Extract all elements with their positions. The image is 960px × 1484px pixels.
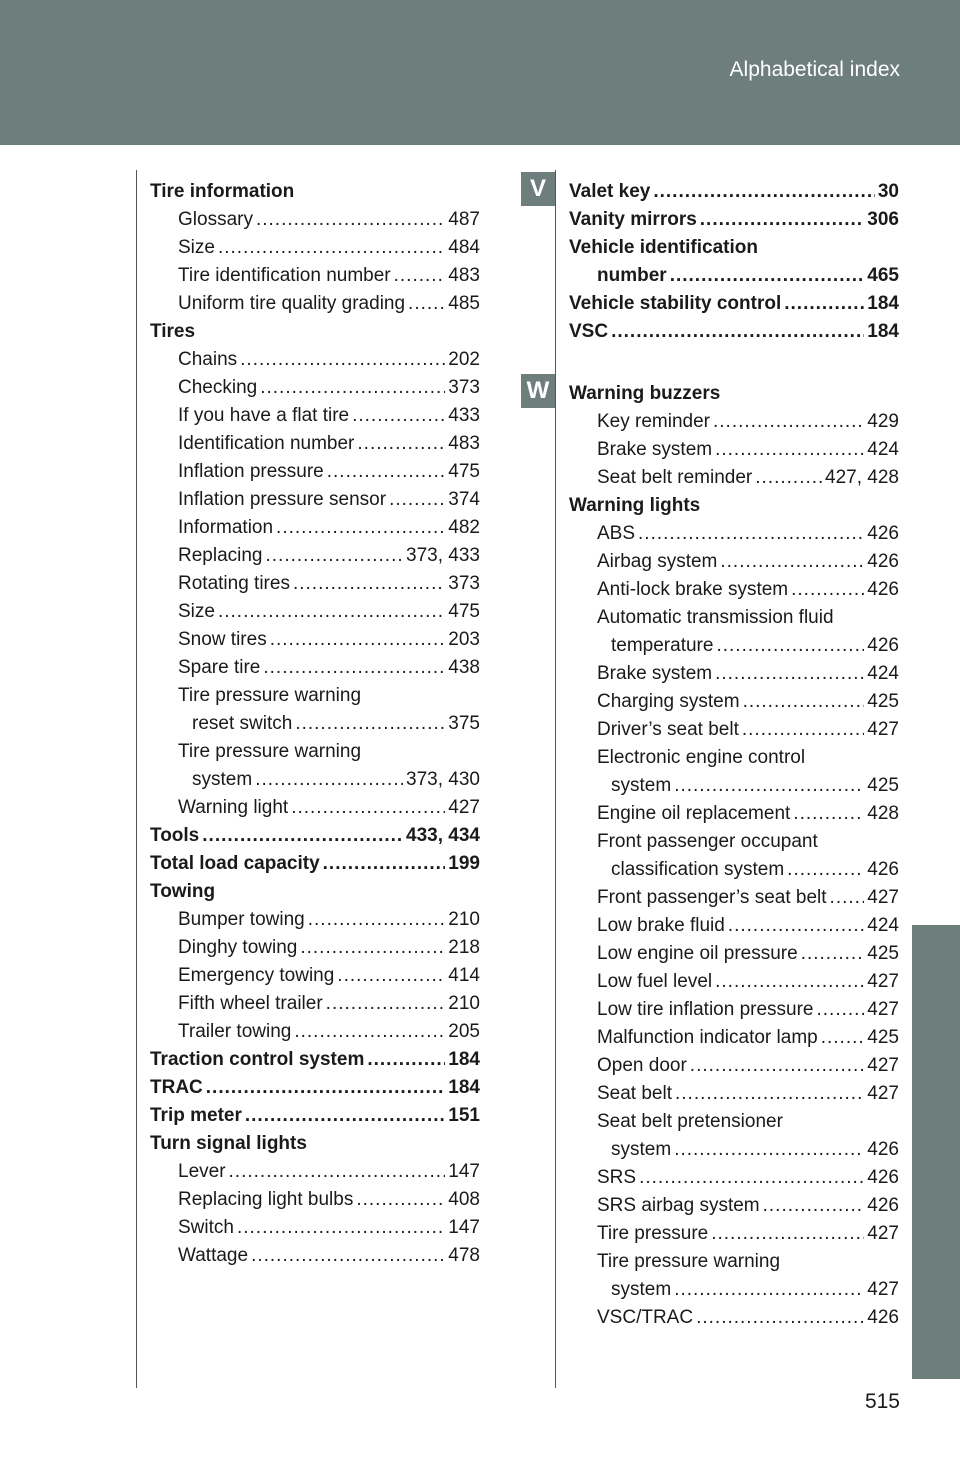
column-divider-right (555, 170, 556, 1388)
dot-leader (294, 1018, 445, 1046)
entry-page-ref: 426 (867, 523, 899, 544)
index-entry (569, 688, 899, 716)
entry-label: Vehicle stability control (569, 293, 782, 314)
dot-leader (742, 716, 864, 744)
index-subheading: Tire pressure warning (178, 741, 362, 762)
entry-label: Key reminder (597, 411, 710, 432)
index-entry (150, 766, 480, 794)
dot-leader (357, 430, 445, 458)
index-entry (150, 654, 480, 682)
dot-leader (218, 598, 445, 626)
dot-leader (743, 688, 865, 716)
entry-page-ref: 482 (448, 517, 480, 538)
entry-page-ref: 374 (448, 489, 480, 510)
index-subheading: Electronic engine control (597, 747, 806, 768)
entry-page-ref: 438 (448, 657, 480, 678)
entry-page-ref: 475 (448, 601, 480, 622)
entry-page-ref: 425 (867, 943, 899, 964)
entry-label: Traction control system (150, 1049, 365, 1070)
page-header (0, 0, 960, 145)
entry-label: Vanity mirrors (569, 209, 697, 230)
entry-page-ref: 210 (448, 909, 480, 930)
section-gap (569, 346, 899, 380)
index-entry (150, 262, 480, 290)
entry-page-ref: 184 (448, 1077, 480, 1098)
index-entry (569, 178, 899, 206)
entry-page-ref: 427 (867, 1279, 899, 1300)
entry-label: Total load capacity (150, 853, 320, 874)
index-entry (150, 1186, 480, 1214)
entry-label: Low fuel level (597, 971, 713, 992)
index-entry (569, 996, 899, 1024)
entry-page-ref: 202 (448, 349, 480, 370)
dot-leader (276, 514, 445, 542)
dot-leader (270, 626, 446, 654)
index-entry (150, 430, 480, 458)
index-entry (569, 262, 899, 290)
entry-page-ref: 426 (867, 1167, 899, 1188)
entry-label: Checking (178, 377, 258, 398)
entry-page-ref: 427, 428 (825, 467, 899, 488)
dot-leader (367, 1046, 445, 1074)
entry-label: Charging system (597, 691, 740, 712)
index-entry (569, 968, 899, 996)
entry-label: Fifth wheel trailer (178, 993, 323, 1014)
entry-page-ref: 373, 433 (406, 545, 480, 566)
dot-leader (255, 766, 403, 794)
entry-page-ref: 147 (448, 1217, 480, 1238)
index-heading: Warning lights (569, 495, 701, 516)
entry-page-ref: 427 (867, 1083, 899, 1104)
dot-leader (675, 1080, 864, 1108)
entry-page-ref: 151 (448, 1105, 480, 1126)
index-entry (569, 1164, 899, 1192)
index-entry (569, 800, 899, 828)
index-heading: Tires (150, 321, 196, 342)
entry-page-ref: 408 (448, 1189, 480, 1210)
dot-leader (256, 206, 445, 234)
entry-label: Size (178, 601, 215, 622)
index-subheading: Seat belt pretensioner (597, 1111, 783, 1132)
dot-leader (356, 1186, 445, 1214)
index-entry (150, 206, 480, 234)
index-entry (569, 856, 899, 884)
entry-label: Replacing light bulbs (178, 1189, 354, 1210)
entry-label: Spare tire (178, 657, 261, 678)
index-entry (150, 346, 480, 374)
entry-page-ref: 30 (877, 181, 899, 202)
index-entry (569, 436, 899, 464)
entry-label: Malfunction indicator lamp (597, 1027, 818, 1048)
dot-leader (715, 436, 864, 464)
entry-page-ref: 184 (448, 1049, 480, 1070)
entry-page-ref: 424 (867, 915, 899, 936)
entry-page-ref: 426 (867, 859, 899, 880)
entry-page-ref: 184 (867, 321, 899, 342)
entry-page-ref: 427 (867, 999, 899, 1020)
index-entry (150, 570, 480, 598)
entry-page-ref: 487 (448, 209, 480, 230)
entry-page-ref: 373, 430 (406, 769, 480, 790)
header-title: Alphabetical index (729, 58, 900, 81)
entry-page-ref: 426 (867, 1139, 899, 1160)
index-entry (150, 906, 480, 934)
dot-leader (715, 968, 864, 996)
entry-label: Lever (178, 1161, 226, 1182)
entry-label: VSC/TRAC (597, 1307, 694, 1328)
dot-leader (801, 940, 865, 968)
index-entry (569, 632, 899, 660)
entry-label: Open door (597, 1055, 687, 1076)
entry-label: SRS (597, 1167, 637, 1188)
entry-page-ref: 205 (448, 1021, 480, 1042)
dot-leader (394, 262, 446, 290)
entry-page-ref: 424 (867, 439, 899, 460)
entry-page-ref: 199 (448, 853, 480, 874)
entry-page-ref: 425 (867, 691, 899, 712)
index-entry (150, 1214, 480, 1242)
dot-leader (237, 1214, 445, 1242)
index-entry (150, 850, 480, 878)
entry-page-ref: 433, 434 (406, 825, 480, 846)
index-entry (150, 234, 480, 262)
entry-label: Identification number (178, 433, 355, 454)
entry-label: Dinghy towing (178, 937, 298, 958)
index-entry (569, 1276, 899, 1304)
index-entry (569, 940, 899, 968)
index-entry (569, 408, 899, 436)
entry-page-ref: 373 (448, 377, 480, 398)
index-entry (569, 884, 899, 912)
dot-leader (674, 1276, 864, 1304)
entry-label: Bumper towing (178, 909, 305, 930)
entry-page-ref: 429 (867, 411, 899, 432)
entry-page-ref: 424 (867, 663, 899, 684)
index-entry (150, 1018, 480, 1046)
dot-leader (720, 548, 864, 576)
index-entry (150, 1046, 480, 1074)
index-entry (150, 1074, 480, 1102)
entry-label: Glossary (178, 209, 253, 230)
entry-label: ABS (597, 523, 636, 544)
entry-page-ref: 425 (867, 775, 899, 796)
entry-label: SRS airbag system (597, 1195, 760, 1216)
entry-page-ref: 426 (867, 1307, 899, 1328)
entry-page-ref: 478 (448, 1245, 480, 1266)
index-subheading: Tire pressure warning (597, 1251, 781, 1272)
index-entry (569, 1136, 899, 1164)
dot-leader (218, 234, 445, 262)
entry-label: Airbag system (597, 551, 718, 572)
entry-label: Chains (178, 349, 238, 370)
entry-page-ref: 427 (867, 971, 899, 992)
index-entry (150, 514, 480, 542)
index-entry (569, 1052, 899, 1080)
dot-leader (830, 884, 865, 912)
dot-leader (674, 772, 864, 800)
index-subheading: Automatic transmission fluid (597, 607, 834, 628)
dot-leader (291, 794, 445, 822)
index-entry (150, 374, 480, 402)
index-subheading: Front passenger occupant (597, 831, 818, 852)
entry-label: system (611, 1139, 672, 1160)
entry-label: classification system (611, 859, 785, 880)
index-entry (150, 1242, 480, 1270)
dot-leader (639, 1164, 864, 1192)
entry-page-ref: 218 (448, 937, 480, 958)
entry-label: system (611, 775, 672, 796)
dot-leader (728, 912, 865, 940)
dot-leader (326, 990, 446, 1018)
section-tab (912, 925, 960, 1379)
dot-leader (206, 1074, 446, 1102)
entry-label: Anti-lock brake system (597, 579, 789, 600)
entry-label: Warning light (178, 797, 289, 818)
entry-label: Wattage (178, 1245, 249, 1266)
entry-page-ref: 425 (867, 1027, 899, 1048)
dot-leader (696, 1304, 864, 1332)
index-entry (569, 1192, 899, 1220)
dot-leader (755, 464, 822, 492)
entry-label: Replacing (178, 545, 263, 566)
entry-page-ref: 483 (448, 433, 480, 454)
dot-leader (245, 1102, 445, 1130)
dot-leader (260, 374, 445, 402)
index-entry (150, 402, 480, 430)
dot-leader (229, 1158, 446, 1186)
entry-label: Engine oil replacement (597, 803, 791, 824)
index-column-right (569, 178, 899, 1332)
index-entry (569, 464, 899, 492)
index-entry (150, 962, 480, 990)
index-entry (150, 822, 480, 850)
index-entry (569, 1024, 899, 1052)
entry-label: Tire pressure (597, 1223, 709, 1244)
index-entry (150, 794, 480, 822)
index-heading: Turn signal lights (150, 1133, 307, 1154)
dot-leader (791, 576, 864, 604)
dot-leader (763, 1192, 865, 1220)
entry-label: system (611, 1279, 672, 1300)
dot-leader (793, 800, 864, 828)
entry-label: Seat belt (597, 1083, 672, 1104)
index-entry (569, 772, 899, 800)
entry-label: If you have a flat tire (178, 405, 350, 426)
dot-leader (653, 178, 875, 206)
dot-leader (817, 996, 865, 1024)
index-entry (150, 626, 480, 654)
entry-page-ref: 210 (448, 993, 480, 1014)
dot-leader (670, 262, 865, 290)
dot-leader (240, 346, 445, 374)
dot-leader (327, 458, 446, 486)
entry-page-ref: 427 (867, 887, 899, 908)
index-entry (569, 716, 899, 744)
entry-label: Information (178, 517, 274, 538)
dot-leader (690, 1052, 865, 1080)
entry-page-ref: 483 (448, 265, 480, 286)
dot-leader (308, 906, 446, 934)
entry-label: Switch (178, 1217, 234, 1238)
index-entry (150, 486, 480, 514)
index-entry (569, 912, 899, 940)
index-heading: Towing (150, 881, 216, 902)
entry-label: Low tire inflation pressure (597, 999, 814, 1020)
index-entry (569, 1304, 899, 1332)
index-entry (150, 598, 480, 626)
entry-label: Size (178, 237, 215, 258)
entry-label: Brake system (597, 663, 713, 684)
dot-leader (711, 1220, 864, 1248)
dot-leader (611, 318, 864, 346)
entry-label: Inflation pressure (178, 461, 324, 482)
dot-leader (337, 962, 445, 990)
index-entry (569, 520, 899, 548)
dot-leader (784, 290, 864, 318)
dot-leader (300, 934, 445, 962)
index-entry (150, 934, 480, 962)
index-entry (150, 458, 480, 486)
dot-leader (787, 856, 864, 884)
entry-label: Valet key (569, 181, 651, 202)
index-heading: Vehicle identification (569, 237, 758, 258)
dot-leader (293, 570, 445, 598)
index-entry (150, 990, 480, 1018)
entry-page-ref: 147 (448, 1161, 480, 1182)
entry-label: Rotating tires (178, 573, 290, 594)
index-subheading: Tire pressure warning (178, 685, 362, 706)
entry-page-ref: 475 (448, 461, 480, 482)
entry-label: Seat belt reminder (597, 467, 753, 488)
entry-page-ref: 375 (448, 713, 480, 734)
entry-label: Trailer towing (178, 1021, 292, 1042)
entry-label: Driver’s seat belt (597, 719, 739, 740)
dot-leader (389, 486, 445, 514)
index-entry (569, 576, 899, 604)
index-entry (150, 1158, 480, 1186)
index-column-left (150, 178, 480, 1270)
entry-label: system (192, 769, 253, 790)
entry-label: Low engine oil pressure (597, 943, 798, 964)
entry-page-ref: 427 (448, 797, 480, 818)
entry-page-ref: 184 (867, 293, 899, 314)
entry-label: Trip meter (150, 1105, 242, 1126)
entry-page-ref: 484 (448, 237, 480, 258)
dot-leader (251, 1242, 445, 1270)
dot-leader (295, 710, 445, 738)
dot-leader (323, 850, 446, 878)
index-entry (150, 1102, 480, 1130)
entry-page-ref: 428 (867, 803, 899, 824)
dot-leader (674, 1136, 864, 1164)
index-entry (150, 542, 480, 570)
index-entry (569, 1220, 899, 1248)
entry-label: Tire identification number (178, 265, 391, 286)
entry-label: number (597, 265, 667, 286)
letter-v-marker: V (521, 172, 555, 206)
entry-label: reset switch (192, 713, 293, 734)
index-heading: Warning buzzers (569, 383, 721, 404)
entry-page-ref: 427 (867, 719, 899, 740)
entry-label: Emergency towing (178, 965, 335, 986)
dot-leader (352, 402, 445, 430)
entry-label: Uniform tire quality grading (178, 293, 406, 314)
dot-leader (263, 654, 445, 682)
index-entry (150, 290, 480, 318)
entry-label: VSC (569, 321, 609, 342)
dot-leader (713, 408, 864, 436)
index-heading: Tire information (150, 181, 295, 202)
entry-label: TRAC (150, 1077, 203, 1098)
entry-page-ref: 426 (867, 551, 899, 572)
index-entry (569, 548, 899, 576)
entry-label: Brake system (597, 439, 713, 460)
dot-leader (821, 1024, 865, 1052)
dot-leader (638, 520, 864, 548)
dot-leader (408, 290, 445, 318)
entry-label: Tools (150, 825, 200, 846)
entry-label: Front passenger’s seat belt (597, 887, 827, 908)
letter-w-marker: W (521, 374, 555, 408)
dot-leader (202, 822, 403, 850)
index-entry (569, 290, 899, 318)
dot-leader (715, 660, 864, 688)
entry-page-ref: 427 (867, 1055, 899, 1076)
index-entry (569, 318, 899, 346)
entry-page-ref: 433 (448, 405, 480, 426)
page-number: 515 (864, 1390, 900, 1413)
dot-leader (266, 542, 404, 570)
entry-page-ref: 373 (448, 573, 480, 594)
column-divider-left (136, 170, 137, 1388)
entry-page-ref: 427 (867, 1223, 899, 1244)
entry-label: Low brake fluid (597, 915, 725, 936)
entry-page-ref: 426 (867, 635, 899, 656)
entry-label: Inflation pressure sensor (178, 489, 387, 510)
entry-label: Snow tires (178, 629, 267, 650)
entry-page-ref: 306 (867, 209, 899, 230)
entry-page-ref: 414 (448, 965, 480, 986)
entry-page-ref: 426 (867, 579, 899, 600)
dot-leader (700, 206, 865, 234)
dot-leader (716, 632, 864, 660)
index-entry (150, 710, 480, 738)
entry-page-ref: 203 (448, 629, 480, 650)
index-entry (569, 1080, 899, 1108)
entry-page-ref: 426 (867, 1195, 899, 1216)
entry-page-ref: 465 (867, 265, 899, 286)
index-entry (569, 206, 899, 234)
entry-label: temperature (611, 635, 714, 656)
entry-page-ref: 485 (448, 293, 480, 314)
index-entry (569, 660, 899, 688)
